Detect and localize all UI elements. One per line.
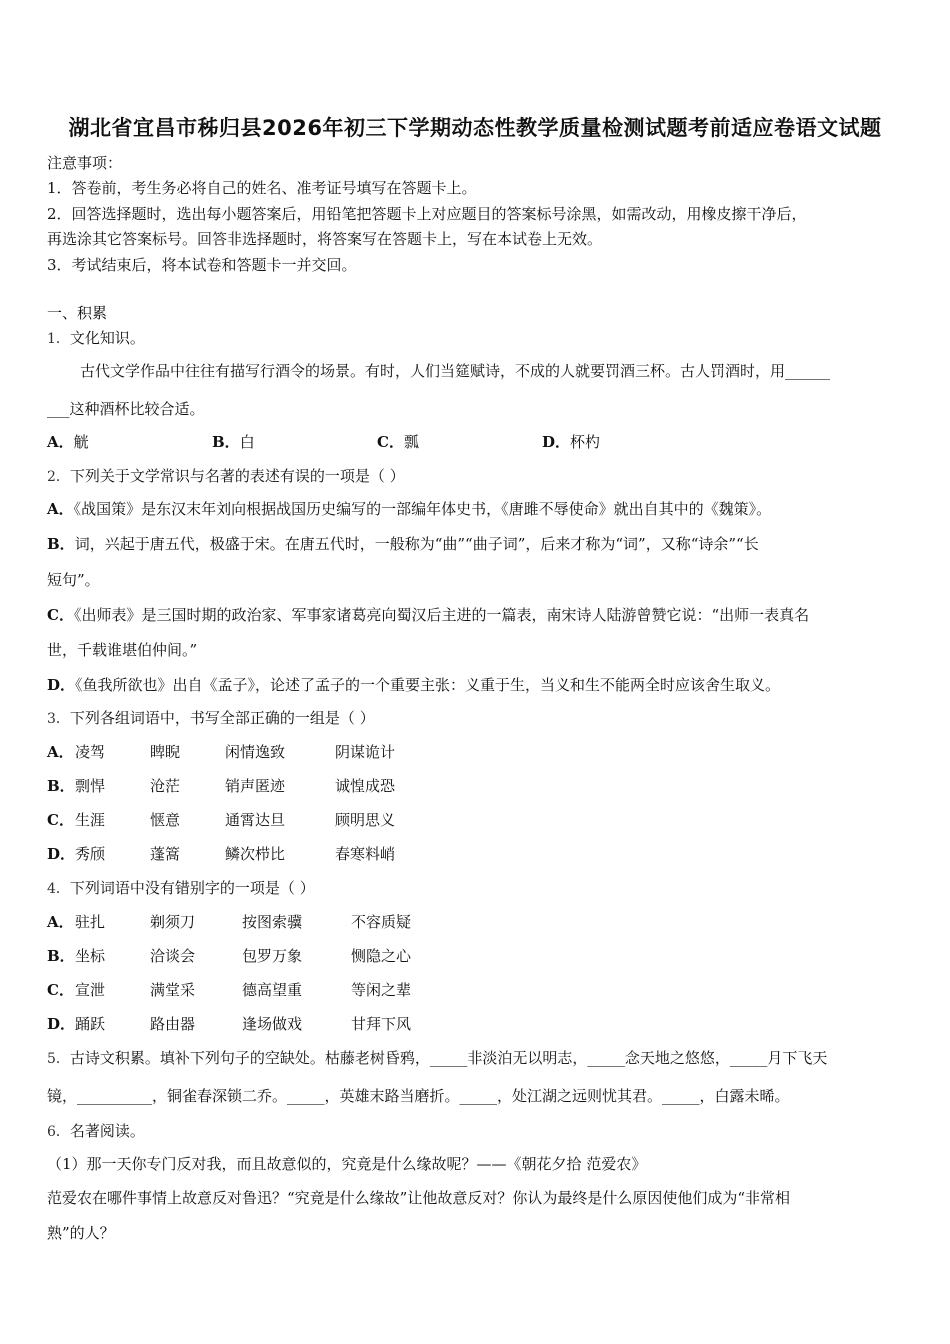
- option-b[interactable]: B．白: [212, 433, 255, 451]
- option-c[interactable]: C．瓢: [377, 433, 419, 451]
- question-6-prompt: 范爱农在哪件事情上故意反对鲁迅？“究竟是什么缘故”让他故意反对？你认为最终是什么原因使他们成为“非常相: [47, 1189, 791, 1207]
- question-1-stem: 1．文化知识。: [47, 329, 145, 347]
- option-b[interactable]: B．坐标 洽谈会 包罗万象 恻隐之心: [47, 947, 412, 965]
- question-6-quote: （1）那一天你专门反对我，而且故意似的，究竟是什么缘故呢？——《朝花夕拾 范爱农》: [47, 1155, 647, 1173]
- question-number: 1．: [47, 331, 70, 347]
- notice-item-3: 3．考试结束后，将本试卷和答题卡一并交回。: [47, 256, 357, 274]
- question-1-passage: 古代文学作品中往往有描写行酒令的场景。有时，人们当筵赋诗，不成的人就要罚酒三杯。古人罚酒时，用______: [80, 362, 831, 380]
- option-a[interactable]: A．《战国策》是东汉末年刘向根据战国历史编写的一部编年体史书，《唐雎不辱使命》就出自其中的《魏策》。: [47, 500, 772, 518]
- section-heading: 一、积累: [47, 304, 108, 322]
- question-1-passage-cont: ___这种酒杯比较合适。: [47, 400, 205, 418]
- question-5-stem: 5．古诗文积累。填补下列句子的空缺处。枯藤老树昏鸦，_____非淡泊无以明志，_____念天地之悠悠，_____月下飞天: [47, 1049, 828, 1067]
- option-c[interactable]: C．《出师表》是三国时期的政治家、军事家诸葛亮向蜀汉后主进的一篇表，南宋诗人陆游曾赞它说：“出师一表真名: [47, 606, 810, 624]
- question-1-options: [47, 431, 707, 452]
- option-a[interactable]: A．凌驾 睥睨 闲情逸致 阴谋诡计: [47, 743, 396, 761]
- option-d[interactable]: D．秀颀 蓬篙 鳞次栉比 春寒料峭: [47, 845, 396, 863]
- notice-item-2-cont: 再选涂其它答案标号。回答非选择题时，将答案写在答题卡上，写在本试卷上无效。: [47, 230, 603, 248]
- question-3-stem: 3．下列各组词语中，书写全部正确的一组是（ ）: [47, 709, 375, 727]
- option-c[interactable]: C．生涯 惬意 通霄达旦 顾明思义: [47, 811, 396, 829]
- option-b-cont: 短句”。: [47, 571, 100, 589]
- option-c-cont: 世，千载谁堪伯仲间。”: [47, 641, 198, 659]
- option-b[interactable]: B．剽悍 沧茫 销声匿迹 诚惶成恐: [47, 777, 396, 795]
- question-6-prompt-cont: 熟”的人？: [47, 1224, 115, 1242]
- option-c[interactable]: C．宣泄 满堂采 德高望重 等闲之辈: [47, 981, 412, 999]
- notice-item-1: 1．答卷前，考生务必将自己的姓名、准考证号填写在答题卡上。: [47, 179, 477, 197]
- notice-heading: 注意事项：: [47, 154, 123, 172]
- option-a[interactable]: A．觥: [47, 433, 89, 451]
- question-2-stem: 2．下列关于文学常识与名著的表述有误的一项是（ ）: [47, 467, 405, 485]
- question-4-stem: 4．下列词语中没有错别字的一项是（ ）: [47, 879, 315, 897]
- question-5-cont: 镜，__________，铜雀春深锁二乔。_____，英雄末路当磨折。_____，处江湖之远则忧其君。_____，白露未晞。: [47, 1087, 790, 1105]
- option-d[interactable]: D．杯杓: [542, 433, 601, 451]
- notice-item-2: 2．回答选择题时，选出每小题答案后，用铅笔把答题卡上对应题目的答案标号涂黑，如需改动，用橡皮擦干净后，: [47, 205, 807, 223]
- option-a[interactable]: A．驻扎 剃须刀 按图索骥 不容质疑: [47, 913, 412, 931]
- page-title: 湖北省宜昌市秭归县2026年初三下学期动态性教学质量检测试题考前适应卷语文试题: [68, 116, 882, 140]
- option-b[interactable]: B．词，兴起于唐五代，极盛于宋。在唐五代时，一般称为“曲”“曲子词”，后来才称为“词”，又称“诗余”“长: [47, 535, 759, 553]
- question-6-stem: 6．名著阅读。: [47, 1122, 145, 1140]
- option-d[interactable]: D．踊跃 路由器 逢场做戏 甘拜下风: [47, 1015, 412, 1033]
- option-d[interactable]: D．《鱼我所欲也》出自《孟子》，论述了孟子的一个重要主张：义重于生，当义和生不能两全时应该舍生取义。: [47, 676, 781, 694]
